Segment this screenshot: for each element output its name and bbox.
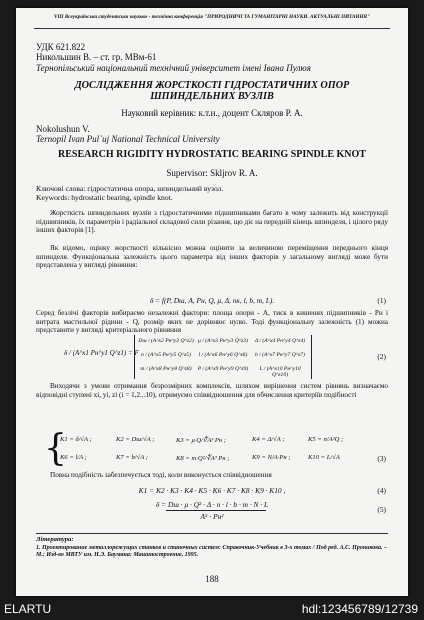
matrix-cell: b / (A^x7 Pн^y7 Q^z7) [255,352,305,358]
matrix-cell: m / (A^x8 Pн^y8 Q^z8) [140,366,192,372]
references-divider [36,533,388,534]
supervisor-ua: Науковий керівник: к.т.н., доцент Скляров Р. А. [121,108,303,118]
matrix-cell: Dш / (A^x2 Pн^y2 Q^z2) [138,338,194,344]
equation-4: K1 = K2 · K3 · K4 · K5 · K6 · K7 · K8 · K9 · K10 , [138,486,286,495]
equation-5-number: (5) [377,505,386,514]
equation-2-lhs: δ / (A^x1 Pн^y1 Q^z1) = F [64,349,139,357]
document-page [16,8,408,596]
matrix-cell: l / (A^x6 Pн^y6 Q^z6) [198,352,248,358]
matrix-cell: n / (A^x5 Pн^y5 Q^z5) [141,352,191,358]
header-divider [34,28,390,29]
author-ua: Никольшин В. – ст. гр. МВм-61 [36,52,157,62]
matrix-cell: Δ / (A^x4 Pн^y4 Q^z4) [254,338,306,344]
handle-link[interactable]: hdl:123456789/12739 [301,602,418,616]
title-en: RESEARCH RIGIDITY HYDROSTATIC BEARING SPINDLE KNOT [58,149,366,160]
conference-header: VIII Всеукраїнська студентська науково - технічна конференція "ПРИРОДНИЧІ ТА ГУМАНІТАРНІ НАУКИ. АКТУАЛЬНІ ПИТАННЯ" [54,14,370,20]
keywords-ua: Ключові слова: гідростатична опора, шпиндельний вузол. [36,184,224,193]
references-title: Література: [36,536,74,543]
matrix-cell: P / (A^x9 Pн^y9 Q^z9) [197,366,249,372]
author-en: Nokolushun V. [36,124,90,134]
criterion: K1 = δ/√A ; [60,436,92,443]
page-number: 188 [205,574,219,584]
equation-1-number: (1) [377,296,386,305]
system-brace: { [44,428,67,469]
criterion: K7 = b/√A ; [116,454,148,461]
criteria-matrix [134,335,312,379]
criterion: K4 = Δ/√A ; [252,436,285,443]
paragraph-1: Жорсткість шпиндельних вузлів з гідростатичними підшипниками багато в чому залежить від конструкції підшипників, їх параметрів і радіальної складової сили різання, що діє на передній кінець шпинделя, і цілого ряду інших факторів [1]. [36,209,388,235]
keywords [36,184,223,202]
matrix-cell: μ / (A^x3 Pн^y3 Q^z3) [198,338,248,344]
fraction-bar [166,510,266,511]
equation-4-number: (4) [377,486,386,495]
institution-ua: Тернопільський національний технічний університет імені Івана Пулюя [36,63,311,73]
supervisor-en: Supervisor: Skljrov R. A. [166,168,258,178]
criterion: K5 = n/A²Q ; [308,436,344,443]
reference-item: 1. Проектирование металлорежущих станков и станочных систем: Справочник-Учебник в 3-х томах / Под ред. А.С. Проникова. – М.: Изд-во МВТУ им. Н.Э. Баумана: Машиностроение, 1995. [36,545,387,559]
udc-code: УДК 621.822 [36,42,86,52]
matrix-cell: L / (A^x10 Pн^y10 Q^z10) [259,366,301,378]
institution-en: Ternopil Ivan Pul`uj National Technical University [36,134,220,144]
paragraph-3: Серед безлічі факторів вибираємо незалежні фактори: площа опори - A, тиск в кишенях підшипників - Pн і витрата мастильної рідини - Q, розмір яких не дорівнює нулю. Тоді функціональну залежність (1) можна представити у вигляді критеріального рівняння [36,309,388,335]
equation-3-number: (3) [377,454,386,463]
equation-1: δ = f(P, Dш, A, Pн, Q, μ, Δ, nк, l, b, m, L). [149,296,275,305]
viewer-footer [0,598,424,620]
repository-name: ELARTU [4,602,52,616]
criterion: K9 = N/A·Pн ; [252,454,291,461]
paragraph-5: Повна подібність забезпечується тоді, коли виконується співвідношення [50,471,272,479]
equation-5-denominator: A⁵ · Pн² [200,512,224,521]
paragraph-4: Виходячи з умови отримання безрозмірних комплексів, шляхом вирішення систем рівнянь визначаємо відповідні ступені xi, yi, zi (i = 1,2...10), отримуємо співвідношення для обчислення критеріїв подібності [36,382,388,399]
title-ua: ДОСЛІДЖЕННЯ ЖОРСТКОСТІ ГІДРОСТАТИЧНИХ ОПОР ШПИНДЕЛЬНИХ ВУЗЛІВ [74,80,350,102]
criterion: K10 = L/√A [308,454,340,461]
criterion: K3 = μ·Q/∜A³ Pн ; [176,437,226,444]
keywords-en: Keywords: hydrostatic bearing, spindle knot. [36,193,173,202]
equation-5-numerator: δ = Dш · μ · Q² · Δ · n · l · b · m · N · L [155,500,269,509]
paragraph-2: Як відомо, оцінку жорсткості кількісно можна оцінити за величиною переміщення переднього кінця шпинделя. Функціональна залежність цього параметра від інших факторів у загальному вигляді може бути представлена у вигляді рівняння: [36,244,388,270]
equation-2-number: (2) [377,352,386,361]
criterion: K2 = Dш/√A ; [116,436,155,443]
criterion: K6 = l/A ; [60,454,87,461]
criterion: K8 = m·Q²/∜A³ Pн ; [176,455,230,462]
